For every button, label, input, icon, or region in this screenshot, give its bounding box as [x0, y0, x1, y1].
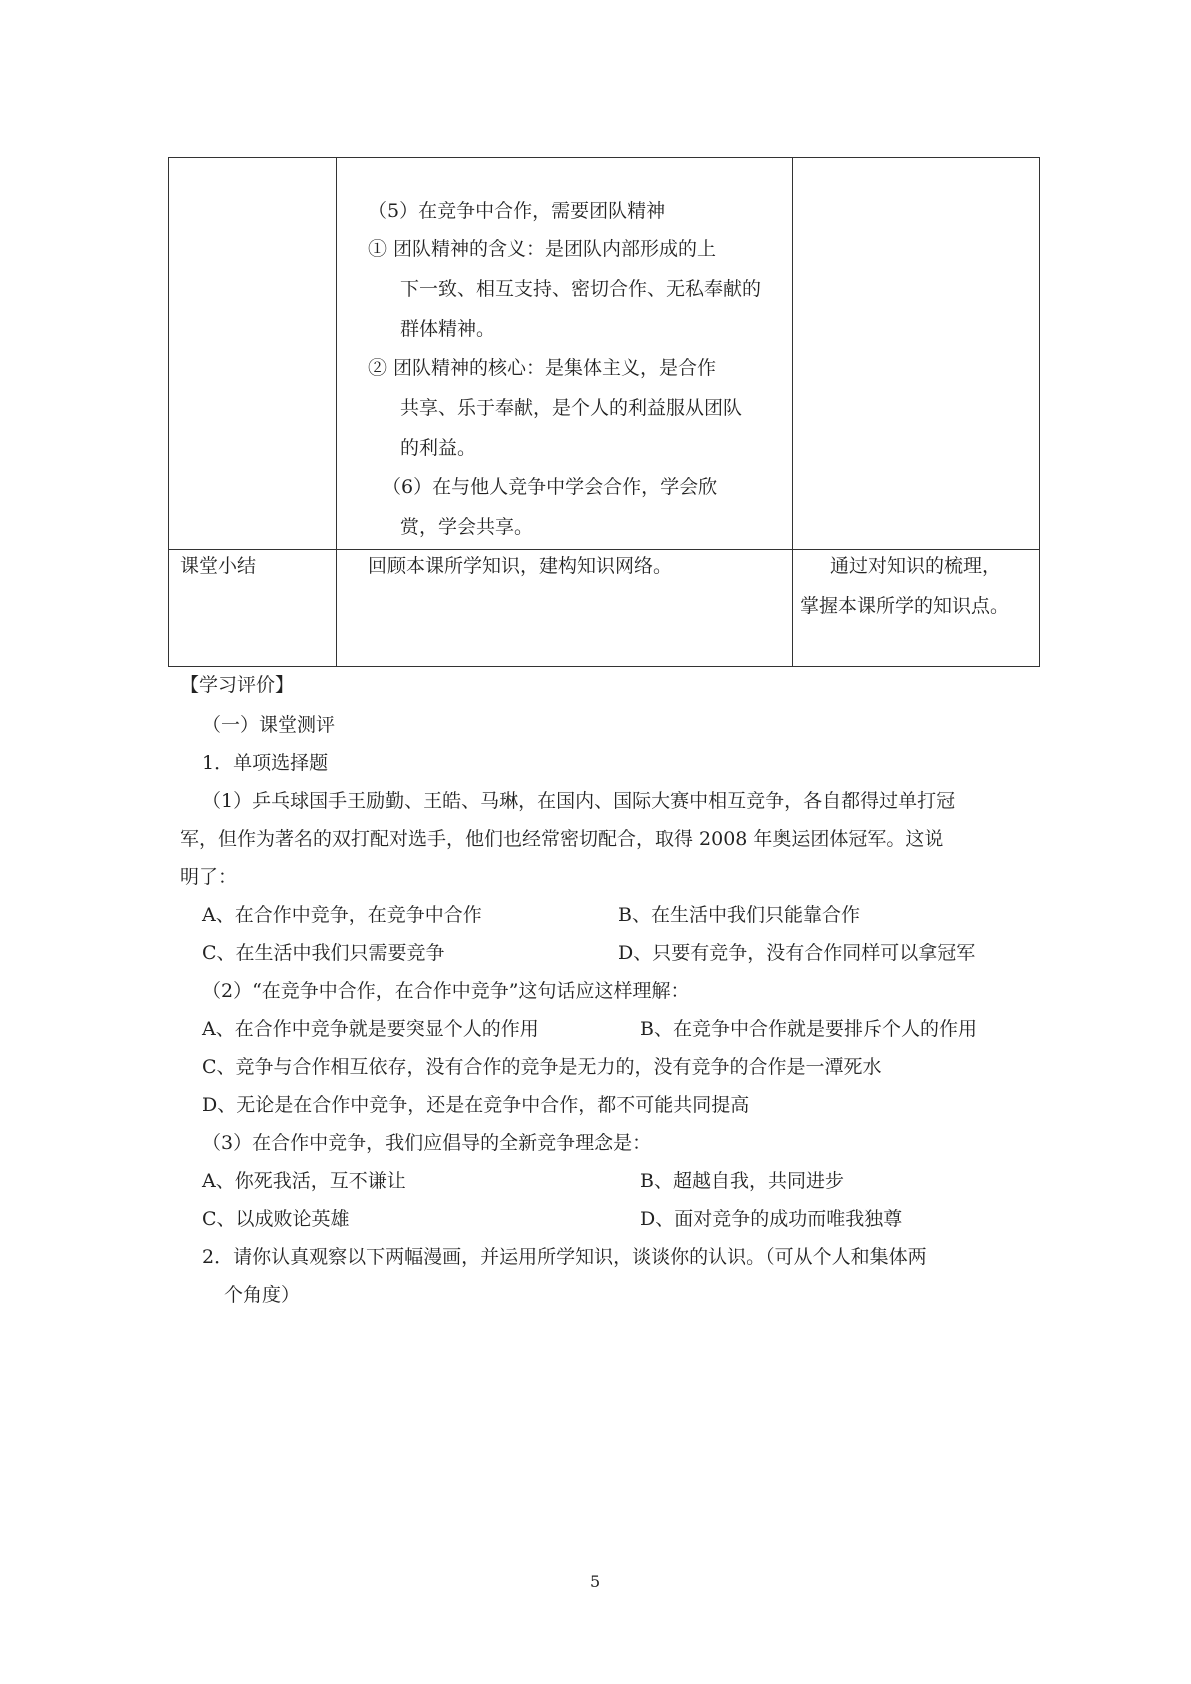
q2-line-2: 个角度） [224, 1284, 301, 1306]
item-5-2-line-2: 共享、乐于奉献，是个人的利益服从团队 [400, 397, 743, 419]
q1-1-line-3: 明了： [180, 866, 238, 888]
item-5-2-line-3: 的利益。 [400, 437, 477, 459]
q1-2-option-b: B、在竞争中合作就是要排斥个人的作用 [640, 1018, 977, 1040]
q1-1-line-1: （1）乒乓球国手王励勤、王皓、马琳，在国内、国际大赛中相互竞争，各自都得过单打冠 [202, 790, 956, 812]
table-col-divider-1 [336, 158, 337, 666]
q1-1-option-d: D、只要有竞争，没有合作同样可以拿冠军 [618, 942, 976, 964]
q2-line-1: 2．请你认真观察以下两幅漫画，并运用所学知识，谈谈你的认识。（可从个人和集体两 [202, 1246, 927, 1268]
summary-label: 课堂小结 [180, 555, 257, 577]
q1-1-option-c: C、在生活中我们只需要竞争 [202, 942, 445, 964]
q1-1-line-2: 军，但作为著名的双打配对选手，他们也经常密切配合，取得 2008 年奥运团体冠军。这说 [180, 828, 944, 850]
q1-1-option-a: A、在合作中竞争，在竞争中合作 [202, 904, 482, 926]
item-5-1-line-3: 群体精神。 [400, 318, 496, 340]
page-number: 5 [590, 1572, 601, 1591]
summary-intent-line-1: 通过对知识的梳理， [830, 555, 1002, 577]
subsection-heading: （一）课堂测评 [202, 714, 336, 736]
item-5-2-line-1: ② 团队精神的核心：是集体主义，是合作 [368, 357, 717, 379]
q1-3-option-d: D、面对竞争的成功而唯我独尊 [640, 1208, 903, 1230]
item-5-1-line-2: 下一致、相互支持、密切合作、无私奉献的 [400, 278, 762, 300]
item-6-line-2: 赏，学会共享。 [400, 516, 534, 538]
q1-2-stem: （2）“在竞争中合作，在合作中竞争”这句话应这样理解： [202, 980, 690, 1002]
q1-2-option-c: C、竞争与合作相互依存，没有合作的竞争是无力的，没有竞争的合作是一潭死水 [202, 1056, 882, 1078]
table-row-divider [169, 549, 1039, 550]
q1-3-option-a: A、你死我活，互不谦让 [202, 1170, 406, 1192]
q1-title: 1．单项选择题 [202, 752, 329, 774]
q1-3-stem: （3）在合作中竞争，我们应倡导的全新竞争理念是： [202, 1132, 652, 1154]
summary-content: 回顾本课所学知识，建构知识网络。 [368, 555, 673, 577]
summary-intent-line-2: 掌握本课所学的知识点。 [800, 595, 1010, 617]
section-heading: 【学习评价】 [180, 674, 295, 696]
item-5-1-line-1: ① 团队精神的含义：是团队内部形成的上 [368, 238, 717, 260]
q1-3-option-b: B、超越自我，共同进步 [640, 1170, 844, 1192]
item-5: （5）在竞争中合作，需要团队精神 [368, 200, 666, 222]
q1-2-option-d: D、无论是在合作中竞争，还是在竞争中合作，都不可能共同提高 [202, 1094, 750, 1116]
q1-1-option-b: B、在生活中我们只能靠合作 [618, 904, 860, 926]
item-6-line-1: （6）在与他人竞争中学会合作，学会欣 [382, 476, 718, 498]
table-col-divider-2 [792, 158, 793, 666]
q1-3-option-c: C、以成败论英雄 [202, 1208, 350, 1230]
q1-2-option-a: A、在合作中竞争就是要突显个人的作用 [202, 1018, 539, 1040]
